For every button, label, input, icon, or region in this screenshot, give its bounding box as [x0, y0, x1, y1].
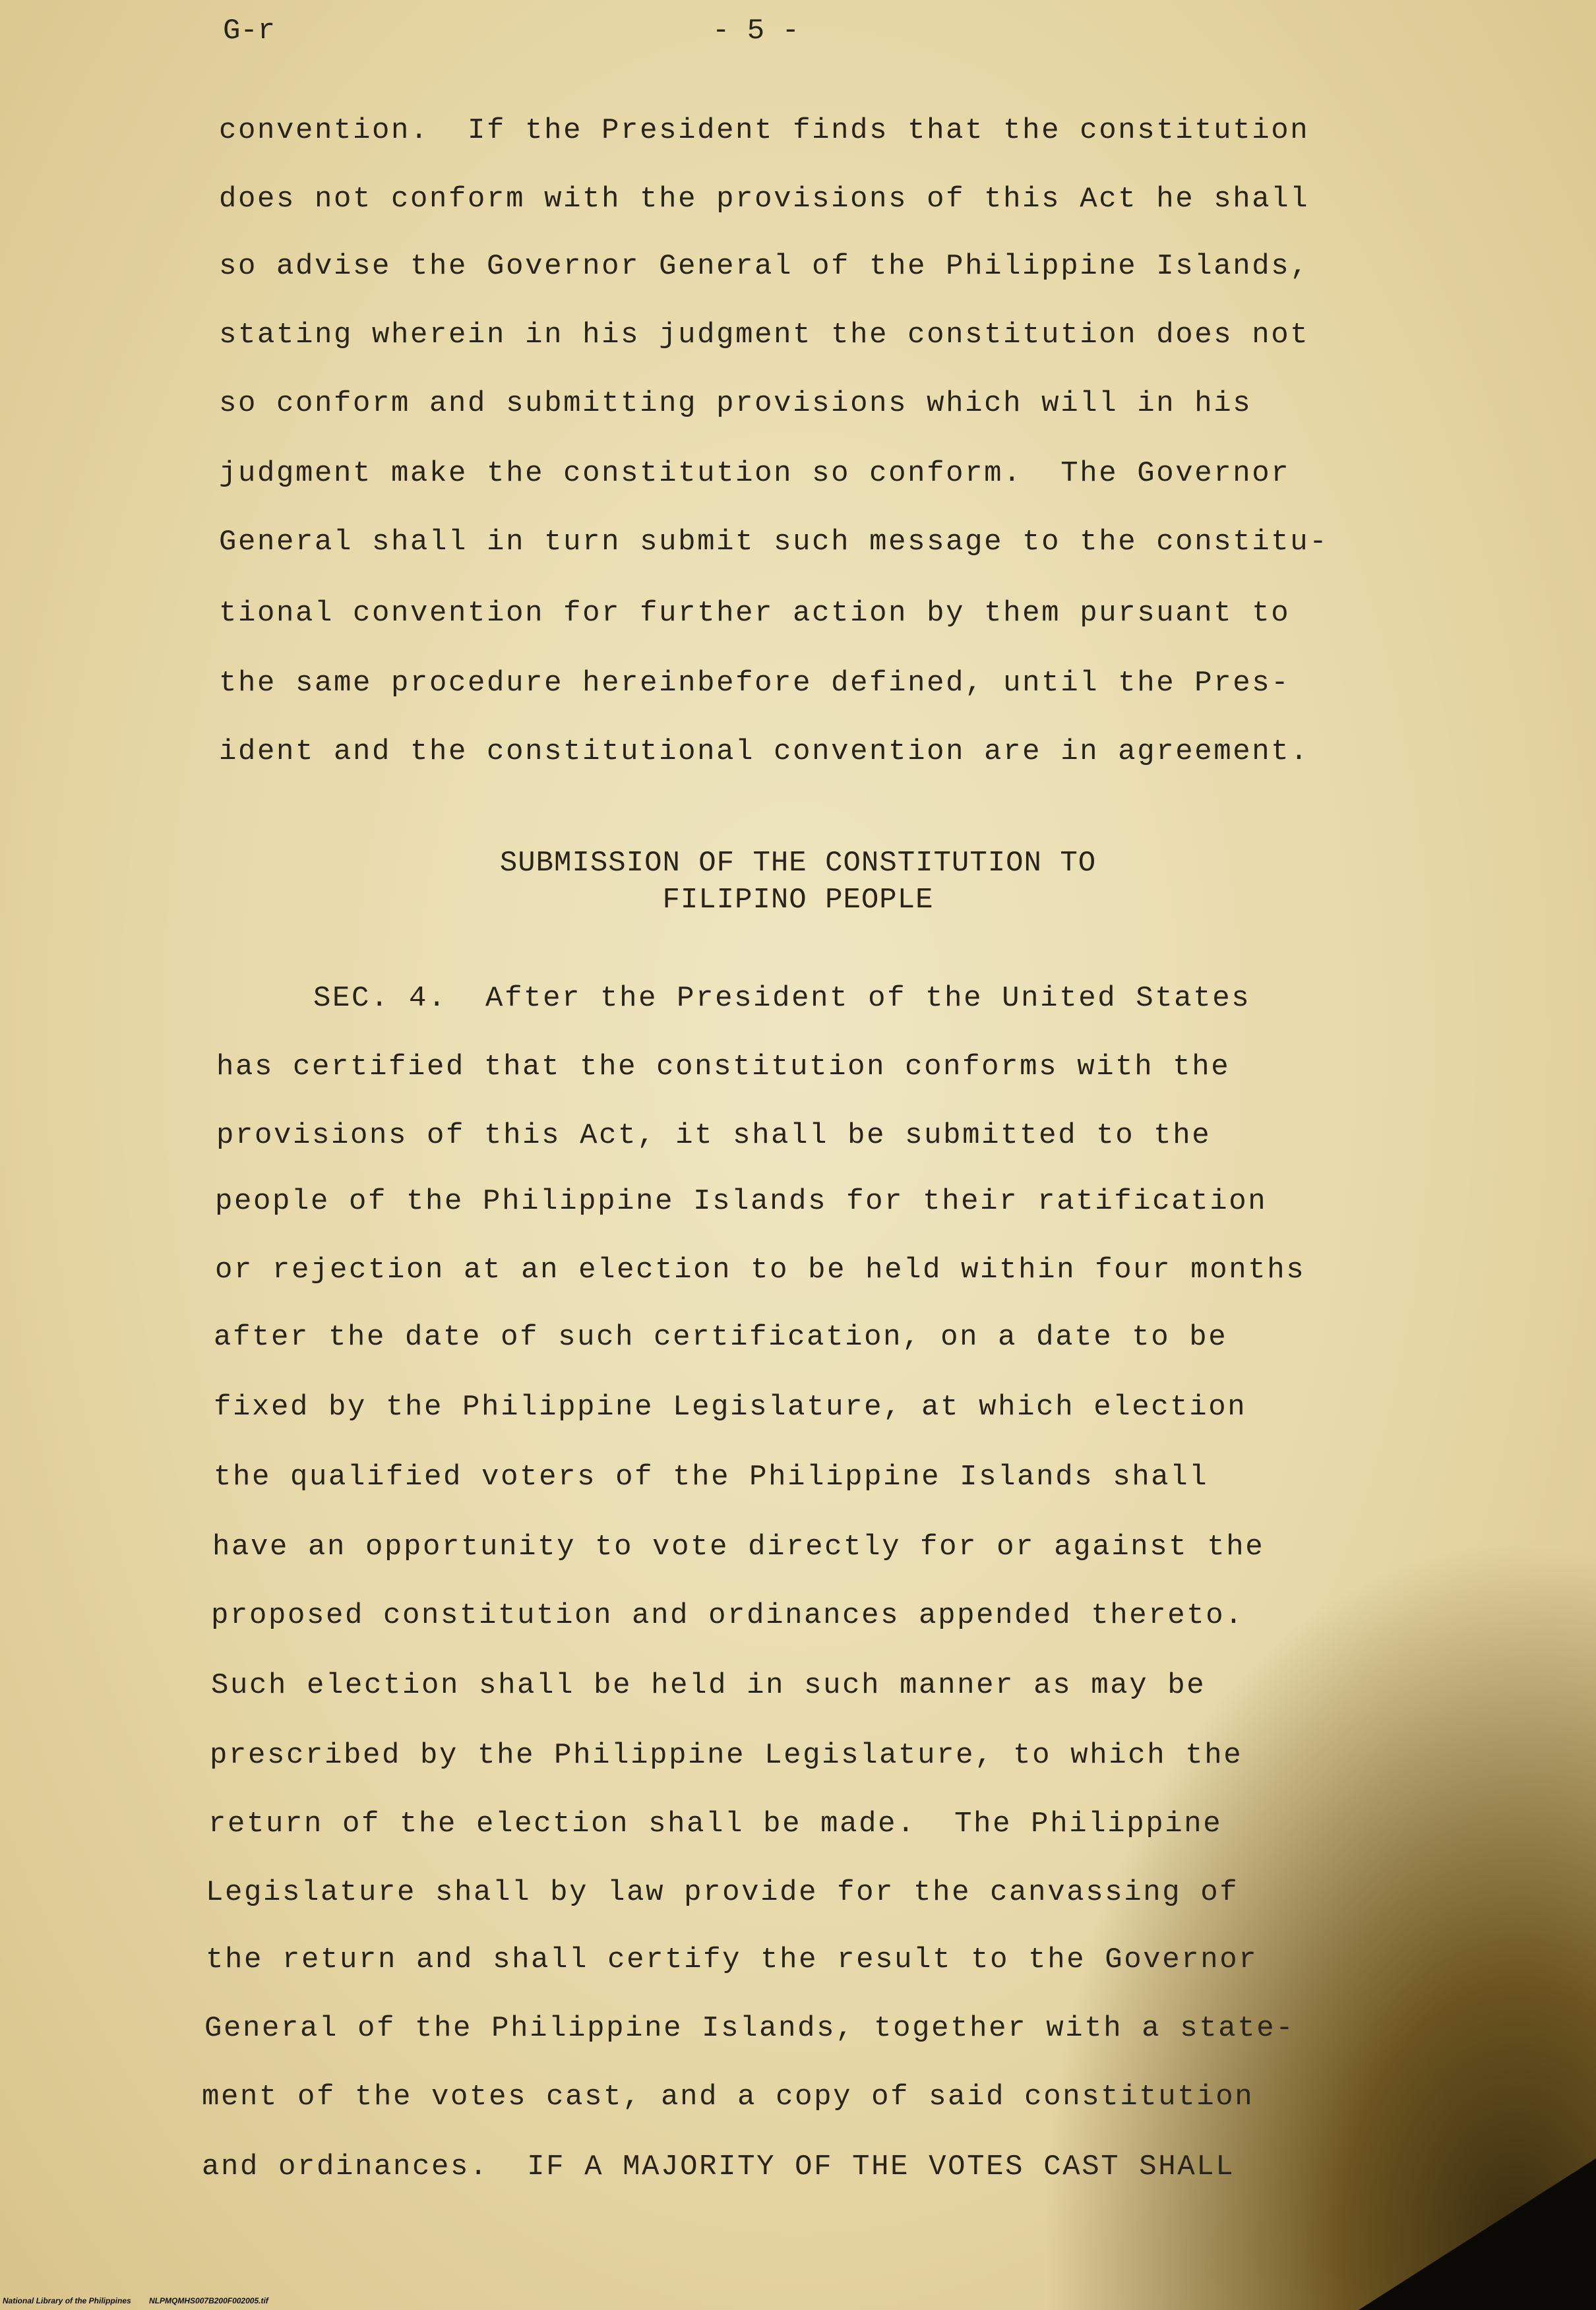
- text-line: Such election shall be held in such manner as may be: [211, 1669, 1206, 1702]
- text-line: ment of the votes cast, and a copy of said constitution: [202, 2081, 1254, 2113]
- text-line: after the date of such certification, on a date to be: [214, 1321, 1228, 1354]
- text-line: stating wherein in his judgment the constitution does not: [219, 319, 1310, 351]
- text-line: so conform and submitting provisions which will in his: [219, 387, 1252, 420]
- text-line: General shall in turn submit such message to the constitu-: [219, 526, 1329, 559]
- text-line: fixed by the Philippine Legislature, at which election: [214, 1391, 1247, 1424]
- text-line: provisions of this Act, it shall be submitted to the: [216, 1119, 1212, 1152]
- text-line: people of the Philippine Islands for their ratification: [215, 1185, 1268, 1218]
- text-line: General of the Philippine Islands, together with a state-: [204, 2012, 1295, 2045]
- text-line: SEC. 4. After the President of the United States: [218, 982, 1251, 1015]
- text-line: the return and shall certify the result to the Governor: [206, 1943, 1258, 1976]
- text-line: the same procedure hereinbefore defined, until the Pres-: [219, 667, 1291, 700]
- text-line: return of the election shall be made. The Philippine: [208, 1808, 1223, 1840]
- text-line: tional convention for further action by them pursuant to: [219, 597, 1291, 630]
- text-line: has certified that the constitution conforms with the: [216, 1050, 1231, 1083]
- scan-footer: [3, 2296, 284, 2305]
- text-line: or rejection at an election to be held within four months: [215, 1254, 1306, 1287]
- text-line: convention. If the President finds that the constitution: [219, 114, 1310, 147]
- text-line: have an opportunity to vote directly for or against the: [212, 1531, 1265, 1564]
- folded-corner-shadow: [1359, 2158, 1596, 2310]
- text-line: judgment make the constitution so conform. The Governor: [219, 457, 1291, 490]
- text-line: and ordinances. IF A MAJORITY OF THE VOTES CAST SHALL: [202, 2150, 1235, 2183]
- text-line: the qualified voters of the Philippine Islands shall: [214, 1461, 1209, 1494]
- footer-library: National Library of the Philippines: [3, 2296, 131, 2305]
- text-line: does not conform with the provisions of this Act he shall: [219, 183, 1310, 216]
- section-heading-line-1: SUBMISSION OF THE CONSTITUTION TO: [499, 847, 1097, 880]
- text-line: so advise the Governor General of the Philippine Islands,: [219, 250, 1310, 283]
- text-line: Legislature shall by law provide for the canvassing of: [206, 1876, 1239, 1909]
- page-number: - 5 -: [712, 15, 800, 47]
- text-line: proposed constitution and ordinances appended thereto.: [211, 1599, 1244, 1632]
- text-line: ident and the constitutional convention are in agreement.: [219, 735, 1310, 768]
- header-code: G-r: [223, 15, 276, 47]
- text-line: prescribed by the Philippine Legislature, to which the: [210, 1739, 1243, 1772]
- footer-filename: NLPMQMHS007B200F002005.tif: [149, 2296, 268, 2305]
- section-heading-line-2: FILIPINO PEOPLE: [662, 884, 934, 917]
